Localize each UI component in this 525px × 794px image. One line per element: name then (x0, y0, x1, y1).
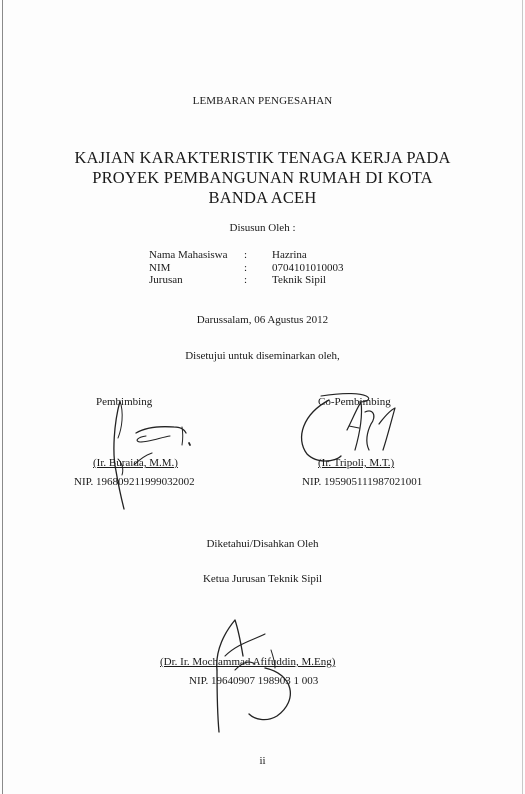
department-head-role: Ketua Jurusan Teknik Sipil (202, 573, 323, 585)
approval-text: Disetujui untuk diseminarkan oleh, (185, 350, 340, 362)
info-label: Jurusan (149, 274, 183, 286)
department-head-nip: NIP. 19640907 198903 1 003 (189, 675, 319, 687)
co-supervisor-nip: NIP. 195905111987021001 (302, 476, 423, 488)
supervisor-role: Pembimbing (96, 396, 153, 408)
thesis-title-line-1: KAJIAN KARAKTERISTIK TENAGA KERJA PADA (74, 148, 451, 167)
info-label: Nama Mahasiswa (149, 249, 228, 261)
info-row-department (149, 274, 344, 287)
info-row-nim (149, 262, 344, 275)
info-separator: : (244, 261, 248, 274)
info-value: Hazrina (272, 249, 307, 261)
co-supervisor-role: Co-Pembimbing (318, 396, 391, 408)
co-supervisor-name: (Ir. Tripoli, M.T.) (318, 457, 395, 469)
page-edge-right (522, 0, 523, 794)
student-info-table (149, 249, 344, 287)
thesis-title-line-2: PROYEK PEMBANGUNAN RUMAH DI KOTA (92, 168, 433, 187)
page-edge-left (2, 0, 3, 794)
thesis-title-line-3: BANDA ACEH (208, 188, 317, 207)
supervisor-nip: NIP. 196809211999032002 (74, 476, 195, 488)
info-row-name (149, 249, 344, 262)
info-label: NIM (149, 261, 171, 274)
supervisor-signature (100, 393, 200, 518)
page-number: ii (259, 755, 266, 767)
page-heading: LEMBARAN PENGESAHAN (192, 95, 333, 107)
place-date: Darussalam, 06 Agustus 2012 (196, 314, 329, 326)
info-separator: : (244, 274, 248, 286)
info-value: Teknik Sipil (272, 274, 326, 286)
acknowledged-text: Diketahui/Disahkan Oleh (206, 538, 319, 550)
info-value: 0704101010003 (272, 261, 344, 274)
prepared-by-label: Disusun Oleh : (229, 222, 296, 234)
supervisor-name: (Ir. Buraida, M.M.) (93, 457, 178, 469)
info-separator: : (244, 249, 248, 261)
department-head-name: (Dr. Ir. Mochammad Afifuddin, M.Eng) (160, 656, 336, 668)
